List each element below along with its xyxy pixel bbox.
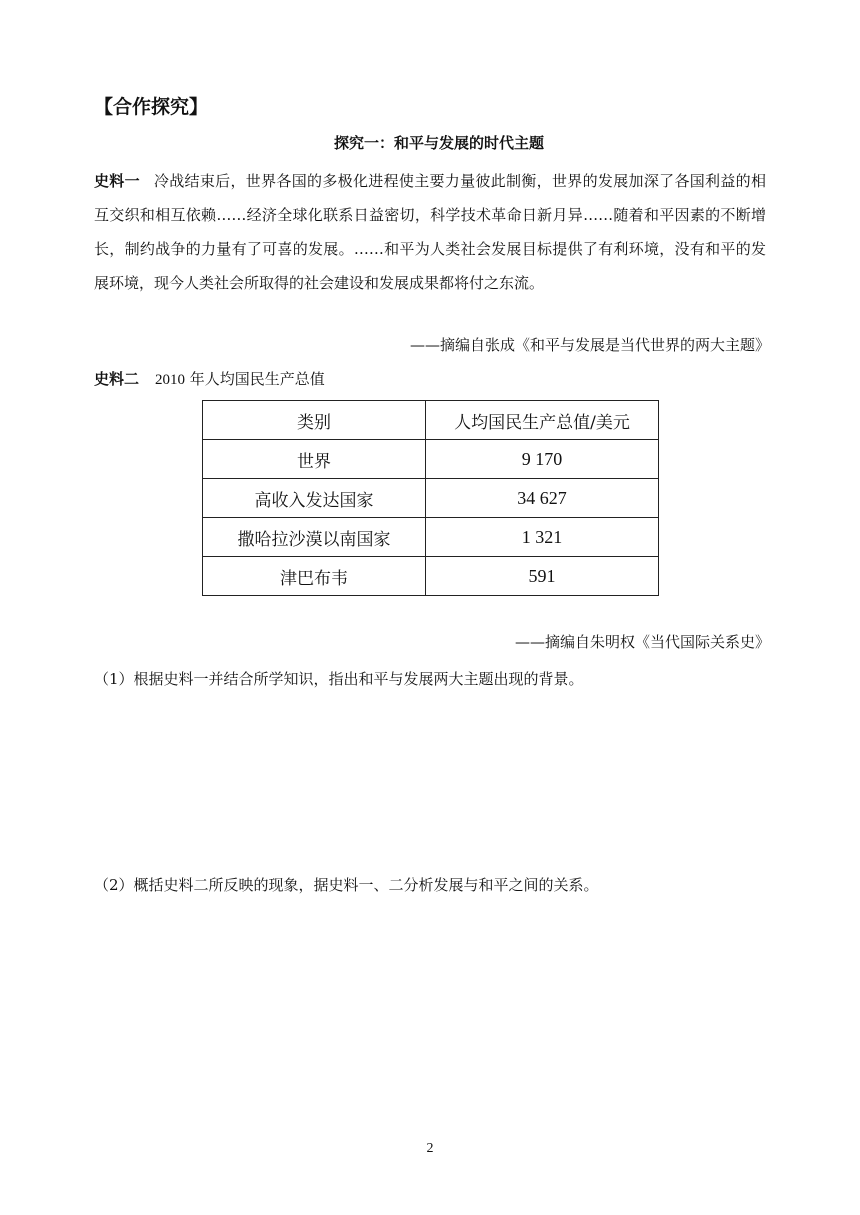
material-two-year: 2010 xyxy=(155,372,186,388)
material-one-label: 史料一 xyxy=(94,172,140,190)
material-one-text: 冷战结束后，世界各国的多极化进程使主要力量彼此制衡，世界的发展加深了各国利益的相互交织和相互依赖……经济全球化联系日益密切，科学技术革命日新月异……随着和平因素的不断增长，制约战争的力量有了可喜的发展。……和平为人类社会发展目标提供了有利环境，没有和平的发展环境，现今人类社会所取得的社会建设和发展成果都将付之东流。 xyxy=(94,172,766,292)
table-cell-category: 撒哈拉沙漠以南国家 xyxy=(203,518,426,557)
question-one: （1）根据史料一并结合所学知识，指出和平与发展两大主题出现的背景。 xyxy=(94,670,584,688)
material-two-source: ——摘编自朱明权《当代国际关系史》 xyxy=(514,633,770,651)
table-cell-category: 世界 xyxy=(203,440,426,479)
table-cell-category: 津巴布韦 xyxy=(203,557,426,596)
inquiry-subtitle: 探究一：和平与发展的时代主题 xyxy=(333,134,544,152)
table-row xyxy=(203,557,659,596)
table-header-row xyxy=(203,401,659,440)
material-two-label: 史料二 xyxy=(94,370,140,388)
table-row xyxy=(203,479,659,518)
section-title: 【合作探究】 xyxy=(94,96,209,118)
table-cell-value: 34 627 xyxy=(426,479,659,518)
material-one-source: ——摘编自张成《和平与发展是当代世界的两大主题》 xyxy=(409,336,770,354)
material-one-passage xyxy=(94,164,766,300)
table-cell-value: 9 170 xyxy=(426,440,659,479)
table-cell-value: 591 xyxy=(426,557,659,596)
table-row xyxy=(203,518,659,557)
page-number: 2 xyxy=(426,1141,434,1156)
material-two-heading xyxy=(94,368,325,389)
table-header-value: 人均国民生产总值/美元 xyxy=(426,401,659,440)
material-two-title: 年人均国民生产总值 xyxy=(189,370,325,388)
question-two: （2）概括史料二所反映的现象，据史料一、二分析发展与和平之间的关系。 xyxy=(94,876,599,894)
table-cell-category: 高收入发达国家 xyxy=(203,479,426,518)
table-header-category: 类别 xyxy=(203,401,426,440)
table-row xyxy=(203,440,659,479)
gnp-table xyxy=(202,400,659,596)
table-cell-value: 1 321 xyxy=(426,518,659,557)
